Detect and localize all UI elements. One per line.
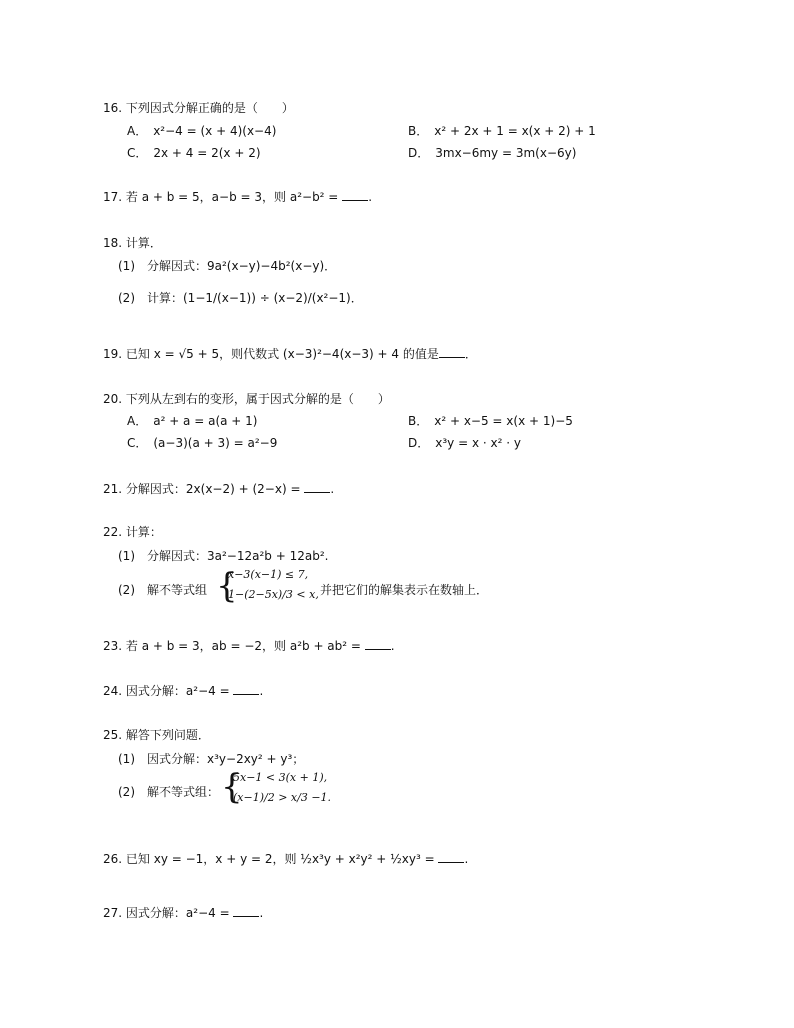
q26-stem: 26. 已知 xy = −1，x + y = 2，则 ½x³y + x²y² + ½xy³ = (103, 852, 439, 866)
q20-option-c: C． (a−3)(a + 3) = a²−9 (127, 436, 278, 450)
q27-answer-blank[interactable] (233, 904, 259, 917)
q22-system-brace: { (216, 566, 238, 606)
q26-answer-blank[interactable] (438, 850, 464, 863)
q24-end: . (259, 684, 264, 698)
q21-end: . (330, 482, 335, 496)
q22-part2-label: (2) 解不等式组 (118, 583, 207, 597)
q17-stem: 17. 若 a + b = 5，a−b = 3，则 a²−b² = (103, 190, 343, 204)
q19-answer-blank[interactable] (439, 345, 465, 358)
q16-option-c: C． 2x + 4 = 2(x + 2) (127, 146, 261, 160)
q25-stem: 25. 解答下列问题． (103, 728, 210, 742)
q19-line (103, 345, 477, 362)
q16-option-d: D． 3mx−6my = 3m(x−6y) (408, 146, 577, 160)
q19-stem: 19. 已知 x = √5 + 5，则代数式 (x−3)²−4(x−3) + 4 的值是 (103, 347, 439, 361)
q21-line (103, 480, 334, 497)
q22-system-line1: x−3(x−1) ≤ 7, (228, 568, 309, 581)
q25-part1: (1) 因式分解：x³y−2xy² + y³； (118, 752, 305, 766)
q25-system-line2: (x−1)/2 > x/3 −1. (233, 791, 332, 804)
q20-option-d: D． x³y = x · x² · y (408, 436, 521, 450)
q19-end: ． (464, 347, 477, 361)
q26-line (103, 850, 468, 867)
q25-system-line1: 5x−1 < 3(x + 1), (233, 771, 328, 784)
q23-end: . (390, 639, 395, 653)
q17-line (103, 188, 372, 205)
q20-stem: 20. 下列从左到右的变形，属于因式分解的是（ ） (103, 392, 390, 406)
q23-stem: 23. 若 a + b = 3，ab = −2，则 a²b + ab² = (103, 639, 365, 653)
q17-answer-blank[interactable] (342, 188, 368, 201)
q21-answer-blank[interactable] (304, 480, 330, 493)
q27-line (103, 904, 263, 921)
q18-part1: (1) 分解因式：9a²(x−y)−4b²(x−y)． (118, 259, 337, 273)
q23-line (103, 637, 395, 654)
q25-system-brace: { (221, 767, 243, 807)
q17-end: . (368, 190, 373, 204)
q26-end: . (464, 852, 469, 866)
q27-end: . (259, 906, 264, 920)
q22-system-line2: 1−(2−5x)/3 < x, (228, 588, 319, 601)
q24-stem: 24. 因式分解：a²−4 = (103, 684, 234, 698)
q22-part2-tail: 并把它们的解集表示在数轴上． (320, 583, 489, 597)
q21-stem: 21. 分解因式：2x(x−2) + (2−x) = (103, 482, 305, 496)
q20-option-b: B． x² + x−5 = x(x + 1)−5 (408, 414, 573, 428)
q22-stem: 22. 计算： (103, 525, 162, 539)
q23-answer-blank[interactable] (365, 637, 391, 650)
q16-option-b: B． x² + 2x + 1 = x(x + 2) + 1 (408, 124, 596, 138)
q16-stem: 16. 下列因式分解正确的是（ ） (103, 101, 294, 115)
q20-option-a: A． a² + a = a(a + 1) (127, 414, 258, 428)
q16-option-a: A． x²−4 = (x + 4)(x−4) (127, 124, 277, 138)
q25-part2-label: (2) 解不等式组： (118, 785, 219, 799)
q18-stem: 18. 计算． (103, 236, 162, 250)
q24-answer-blank[interactable] (233, 682, 259, 695)
q22-part1: (1) 分解因式：3a²−12a²b + 12ab². (118, 549, 329, 563)
q18-part2: (2) 计算：(1−1/(x−1)) ÷ (x−2)/(x²−1)． (118, 291, 363, 305)
q27-stem: 27. 因式分解：a²−4 = (103, 906, 234, 920)
q24-line (103, 682, 263, 699)
